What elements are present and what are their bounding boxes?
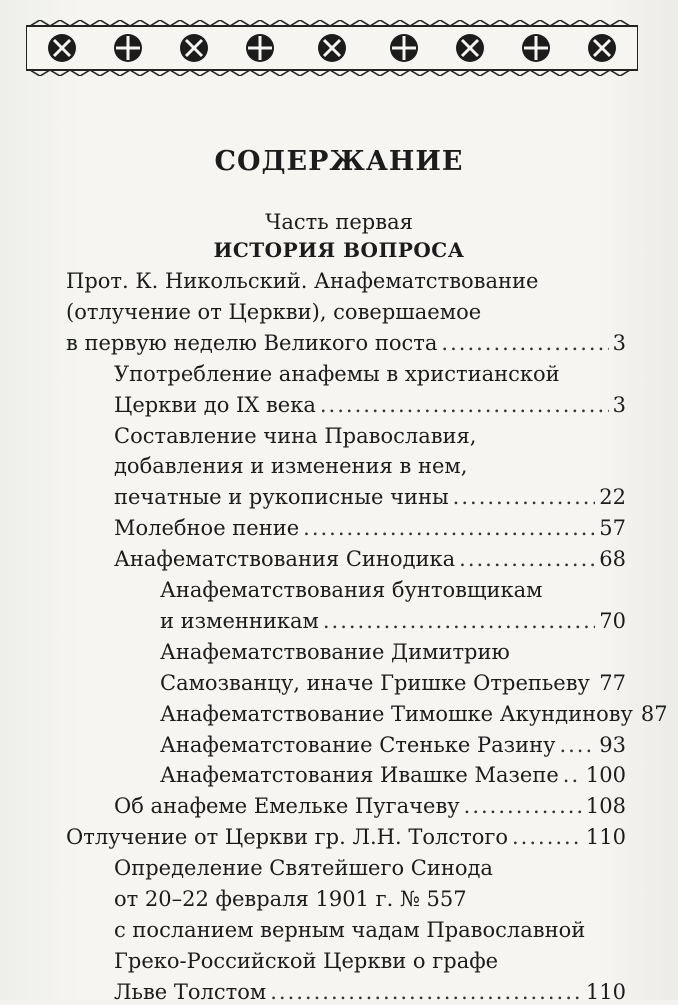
toc-entry-title: Церкви до IX века: [114, 392, 316, 417]
toc-page-number: 100: [585, 763, 626, 788]
dot-leader: [323, 608, 595, 634]
toc-entry[interactable]: [114, 793, 626, 819]
part-heading: Часть первая: [265, 210, 413, 234]
dot-leader: [464, 793, 582, 819]
toc-entry-title: Анафематстование Стеньке Разину: [160, 732, 556, 757]
toc-entry-line: добавления и изменения в нем,: [114, 454, 468, 479]
dot-leader: [303, 515, 595, 541]
toc-page-number: 77: [599, 670, 626, 695]
toc-entry[interactable]: [66, 330, 626, 356]
toc-entry-title: Анафематствование Тимошке Акундинову: [160, 701, 633, 726]
toc-page-number: 70: [599, 608, 626, 633]
toc-entry[interactable]: [66, 824, 626, 850]
section-heading: ИСТОРИЯ ВОПРОСА: [213, 238, 465, 262]
toc-page-number: 110: [585, 825, 626, 850]
toc-entry-title: Анафематстования Ивашке Мазепе: [160, 763, 559, 788]
toc-page-number: 93: [599, 732, 626, 757]
toc-entry[interactable]: [160, 762, 626, 788]
toc-entry-title: и изменникам: [160, 608, 319, 633]
toc-entry[interactable]: [114, 484, 626, 510]
dot-leader: [270, 979, 582, 1005]
toc-entry-line: Составление чина Православия,: [114, 423, 477, 448]
toc-page-number: 68: [599, 547, 626, 572]
toc-entry-title: Анафематствования Синодика: [114, 547, 456, 572]
toc-entry-title: Молебное пение: [114, 516, 300, 541]
dot-leader: [320, 392, 609, 418]
dot-leader: [563, 762, 582, 788]
toc-entry[interactable]: [160, 608, 626, 634]
decorative-ornament-band: [26, 20, 638, 76]
toc-page-number: 87: [640, 701, 668, 726]
toc-entry-line: Анафематствования бунтовщикам: [160, 578, 543, 602]
toc-entry[interactable]: [114, 515, 626, 541]
toc-entry[interactable]: [114, 979, 626, 1005]
dot-leader: [594, 670, 595, 696]
page-title: СОДЕРЖАНИЕ: [214, 146, 464, 177]
toc-page-number: 22: [599, 485, 626, 510]
dot-leader: [453, 484, 596, 510]
toc-entry[interactable]: [114, 546, 626, 572]
toc-entry-line: (отлучение от Церкви), совершаемое: [66, 299, 482, 324]
toc-entry[interactable]: [160, 670, 626, 696]
toc-page-number: 3: [612, 330, 626, 355]
toc-entry[interactable]: [160, 732, 626, 758]
toc-entry-title: печатные и рукописные чины: [114, 485, 449, 510]
dot-leader: [441, 330, 608, 356]
toc-entry-title: Самозванцу, иначе Гришке Отрепьеву: [160, 670, 590, 695]
toc-entry-title: Отлучение от Церкви гр. Л.Н. Толстого: [66, 825, 508, 850]
toc-entry-title: Льве Толстом: [114, 979, 267, 1004]
toc-entry-line: от 20–22 февраля 1901 г. № 557: [114, 887, 467, 911]
toc-page-number: 108: [585, 794, 626, 819]
toc-page-number: 57: [599, 516, 626, 541]
toc-entry[interactable]: [114, 392, 626, 418]
toc-entry-line: Анафематствование Димитрию: [160, 639, 510, 664]
toc-page-number: 110: [585, 979, 626, 1004]
toc-entry-line: Прот. К. Никольский. Анафематствование: [66, 269, 539, 293]
toc-entry-line: Употребление анафемы в христианской: [114, 361, 560, 386]
dot-leader: [559, 732, 595, 758]
dot-leader: [512, 824, 582, 850]
toc-entry-line: Греко-Российской Церкви о графе: [114, 948, 499, 973]
dot-leader: [459, 546, 595, 572]
toc-entry-title: в первую неделю Великого поста: [66, 330, 438, 355]
toc-entry-line: с посланием верным чадам Православной: [114, 917, 586, 942]
toc-entry-line: Определение Святейшего Синода: [114, 856, 493, 881]
toc-entry-title: Об анафеме Емельке Пугачеву: [114, 794, 460, 819]
toc-entry[interactable]: [160, 701, 668, 727]
toc-page-number: 3: [612, 392, 626, 417]
